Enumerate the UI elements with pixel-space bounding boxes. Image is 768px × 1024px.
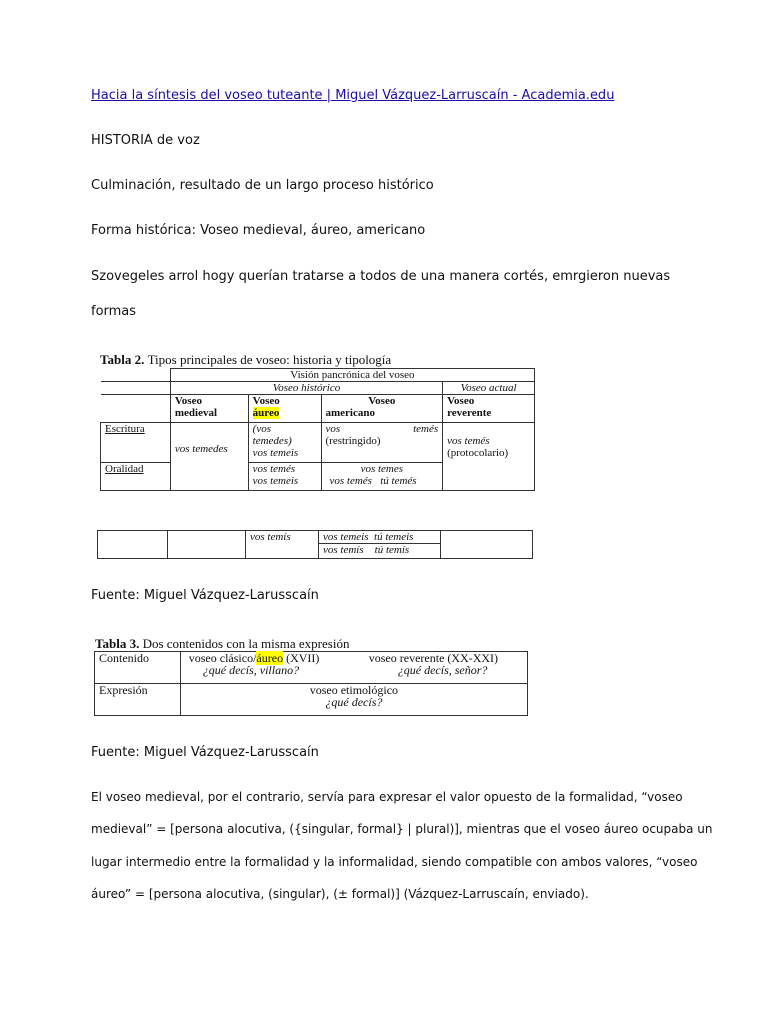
body-line-1: El voseo medieval, por el contrario, servía para expresar el valor opuesto de la formalidad, “voseo: [91, 790, 683, 804]
cell-aureo-oralidad: vos temés vos temeis: [248, 463, 321, 491]
tabla3: [94, 651, 528, 716]
tabla2-caption: [100, 352, 391, 368]
row-oralidad: Oralidad: [101, 463, 171, 491]
row-contenido: Contenido: [95, 652, 181, 684]
paragraph-historia: HISTORIA de voz: [91, 133, 200, 148]
paragraph-forma-historica: Forma histórica: Voseo medieval, áureo, americano: [91, 223, 426, 238]
tabla2-label: Tabla 2.: [100, 352, 145, 367]
body-line-2: medieval” = [persona alocutiva, ({singular, formal} | plural)], mientras que el voseo áureo ocupaba un: [91, 822, 713, 836]
col-reverente: Voseo reverente: [443, 395, 535, 423]
source-link[interactable]: Hacia la síntesis del voseo tuteante | Miguel Vázquez-Larruscaín - Academia.edu: [91, 88, 615, 103]
tabla3-label: Tabla 3.: [95, 636, 140, 651]
tabla2: [100, 368, 535, 491]
col-aureo: Voseo áureo: [248, 395, 321, 423]
row-expresion: Expresión: [95, 684, 181, 716]
cell-expresion: voseo etimológico ¿qué decís?: [180, 684, 527, 716]
cell-americano-oralidad: vos temes vos temés tú temés: [321, 463, 443, 491]
fuente-1: Fuente: Miguel Vázquez-Larusscaín: [91, 588, 319, 603]
tabla2-actual: Voseo actual: [443, 382, 535, 395]
paragraph-formas: formas: [91, 304, 137, 319]
cell-temedes: vos temedes: [170, 423, 248, 491]
cell-vos-temis: vos temís: [246, 531, 319, 559]
tabla2-continuation: [97, 530, 533, 559]
col-medieval: Voseo medieval: [170, 395, 248, 423]
cell-vos-temeis: vos temeis tú temeis vos temís tú temís: [319, 531, 441, 559]
cell-americano-escritura: vos temés (restringido): [321, 423, 443, 463]
col-americano: Voseo americano: [321, 395, 443, 423]
body-line-4: áureo” = [persona alocutiva, (singular), (± formal)] (Vázquez-Larruscaín, enviado).: [91, 887, 589, 901]
tabla2-vision: Visión pancrónica del voseo: [170, 369, 534, 382]
paragraph-culminacion: Culminación, resultado de un largo proceso histórico: [91, 178, 434, 193]
body-line-3: lugar intermedio entre la formalidad y la informalidad, siendo compatible con ambos valores, “voseo: [91, 855, 698, 869]
cell-reverente: vos temés (protocolario): [443, 423, 535, 491]
tabla3-caption: [95, 636, 349, 652]
tabla2-historico: Voseo histórico: [170, 382, 442, 395]
tabla3-title: Dos contenidos con la misma expresión: [142, 636, 350, 651]
tabla2-title: Tipos principales de voseo: historia y tipología: [147, 352, 392, 367]
paragraph-szovegeles: Szovegeles arrol hogy querían tratarse a todos de una manera cortés, emrgieron nuevas: [91, 269, 671, 284]
fuente-2: Fuente: Miguel Vázquez-Larusscaín: [91, 745, 319, 760]
cell-contenido: voseo clásico/áureo (XVII) voseo reverente (XX-XXI) ¿qué decís, villano? ¿qué decís, señor?: [180, 652, 527, 684]
row-escritura: Escritura: [101, 423, 171, 463]
tabla2-empty: [101, 369, 171, 382]
cell-aureo-escritura: (vos temedes) vos temeis: [248, 423, 321, 463]
